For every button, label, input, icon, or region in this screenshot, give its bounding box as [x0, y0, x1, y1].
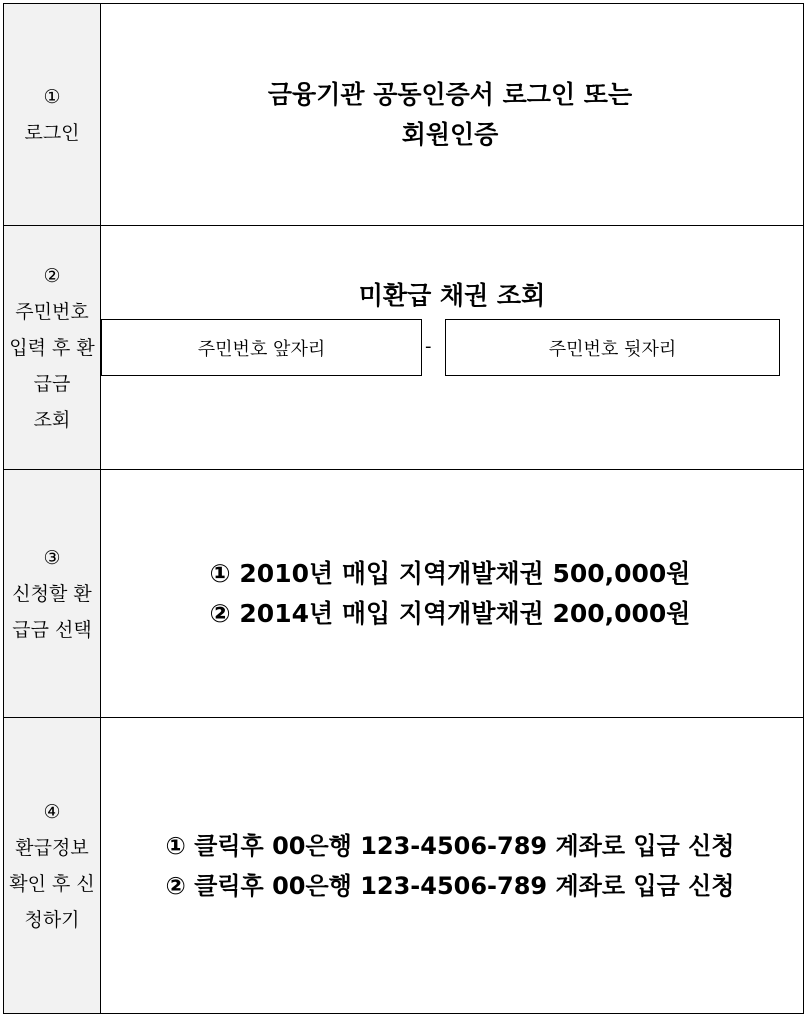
step-4-label-line: 확인 후 신: [9, 872, 95, 895]
step-3-label-line: 신청할 환: [12, 582, 92, 605]
login-instruction-line-1[interactable]: 금융기관 공동인증서 로그인 또는: [267, 79, 633, 109]
unrefunded-bond-search-title: 미환급 채권 조회: [358, 281, 546, 310]
login-instruction-line-2[interactable]: 회원인증: [401, 119, 499, 149]
step-4-label-line: 환급정보: [15, 836, 89, 859]
refund-process-table: [3, 3, 804, 1014]
id-number-front-field[interactable]: 주민번호 앞자리: [101, 319, 422, 376]
step-3-label-line: 급금 선택: [12, 618, 92, 641]
step-3-content-cell: [101, 470, 803, 717]
step-4-row: [4, 718, 803, 1013]
id-number-back-field[interactable]: 주민번호 뒷자리: [445, 319, 780, 376]
step-1-number: ①: [43, 85, 61, 108]
step-3-number: ③: [43, 546, 61, 569]
step-1-label: 로그인: [24, 121, 80, 144]
step-2-label-line: 주민번호: [15, 300, 89, 323]
step-3-row: [4, 470, 803, 718]
step-3-label-cell: [4, 470, 101, 717]
step-2-label-cell: [4, 226, 101, 469]
apply-deposit-link-1[interactable]: ① 클릭후 00은행 123-4506-789 계좌로 입금 신청: [165, 831, 735, 860]
step-2-number: ②: [43, 264, 61, 287]
apply-deposit-link-2[interactable]: ② 클릭후 00은행 123-4506-789 계좌로 입금 신청: [165, 871, 735, 900]
step-2-label-line: 급금: [33, 372, 71, 395]
step-4-label-line: 청하기: [24, 908, 80, 931]
refund-option-1[interactable]: ① 2010년 매입 지역개발채권 500,000원: [209, 558, 691, 588]
step-1-row: [4, 4, 803, 226]
step-4-number: ④: [43, 800, 61, 823]
step-1-label-cell: [4, 4, 101, 225]
step-4-content-cell: [101, 718, 803, 1013]
step-2-label-line: 입력 후 환: [9, 336, 95, 359]
step-2-content-cell: [101, 226, 803, 469]
id-number-separator: -: [425, 336, 432, 357]
step-4-label-cell: [4, 718, 101, 1013]
step-2-label-line: 조회: [33, 408, 71, 431]
step-1-content-cell: [101, 4, 803, 225]
refund-option-2[interactable]: ② 2014년 매입 지역개발채권 200,000원: [209, 598, 691, 628]
step-2-row: [4, 226, 803, 470]
